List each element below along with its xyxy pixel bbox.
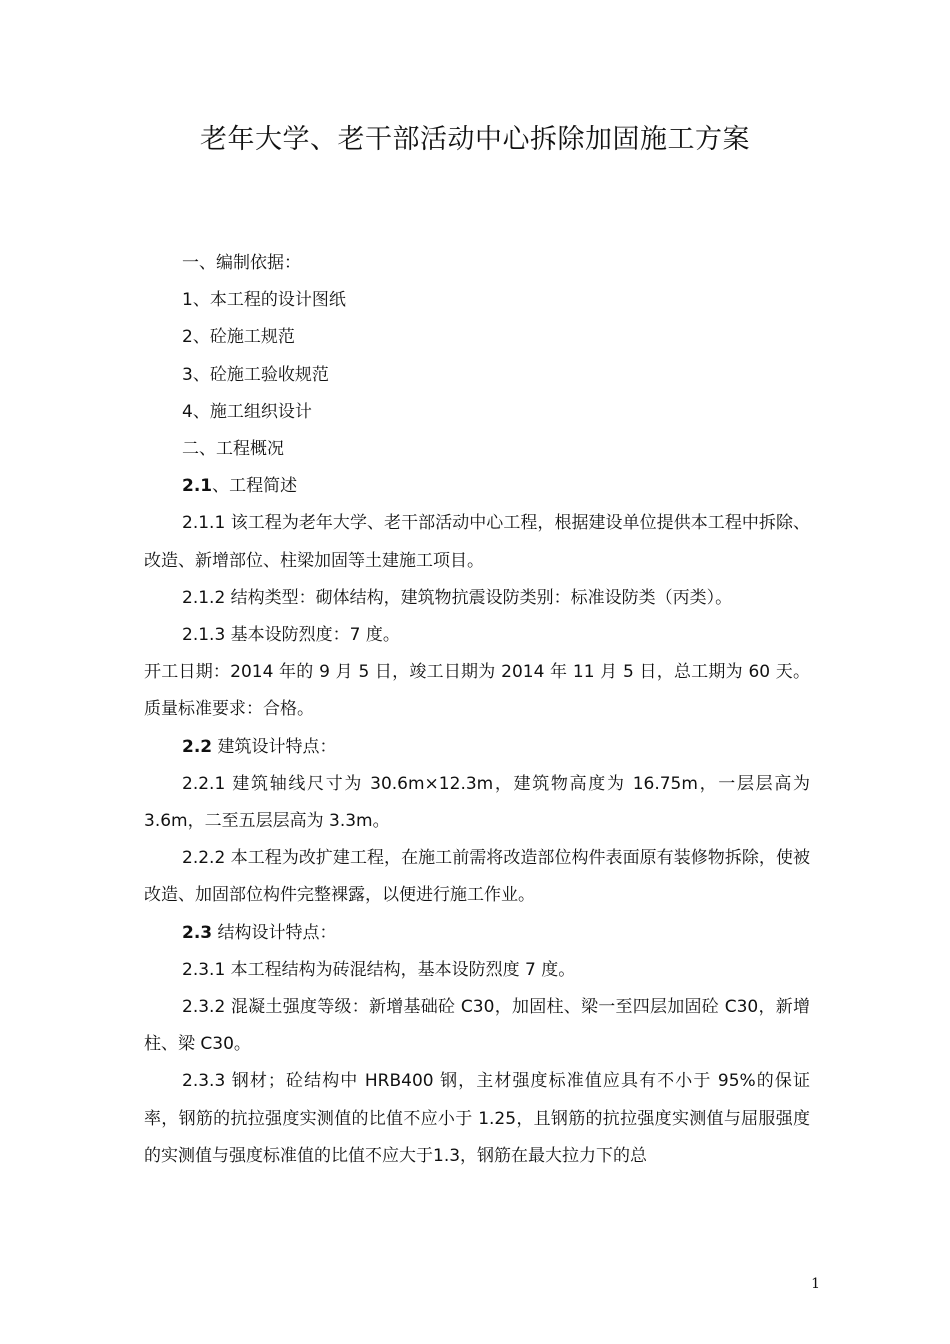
subsection-label: 、工程简述 xyxy=(212,476,298,497)
subsection-label: 建筑设计特点： xyxy=(212,736,337,757)
section-heading-basis: 一、编制依据： xyxy=(182,253,301,273)
paragraph: 2.1.3 基本设防烈度：7 度。 xyxy=(182,625,400,646)
paragraph: 2.2.1 建筑轴线尺寸为 30.6m×12.3m，建筑物高度为 16.75m，一层层高为 3.6m，二至五层层高为 3.3m。 xyxy=(144,773,810,832)
subsection-number: 2.1 xyxy=(182,476,213,497)
subsection-heading-2-2 xyxy=(144,729,810,766)
section-heading-overview: 二、工程概况 xyxy=(182,439,284,460)
list-item: 3、砼施工验收规范 xyxy=(182,364,329,385)
list-item: 2、砼施工规范 xyxy=(182,327,295,348)
list-item: 1、本工程的设计图纸 xyxy=(182,290,346,311)
paragraph: 2.3.1 本工程结构为砖混结构，基本设防烈度 7 度。 xyxy=(182,959,576,980)
paragraph: 2.3.2 混凝土强度等级：新增基础砼 C30，加固柱、梁一至四层加固砼 C30，新增柱、梁 C30。 xyxy=(144,997,810,1055)
subsection-heading-2-1 xyxy=(144,468,810,505)
subsection-number: 2.2 xyxy=(182,736,213,757)
list-item: 4、施工组织设计 xyxy=(182,401,312,422)
page-number: 1 xyxy=(811,1276,820,1292)
subsection-label: 结构设计特点： xyxy=(212,922,337,943)
document-body xyxy=(144,245,810,1175)
paragraph-schedule: 开工日期：2014 年的 9 月 5 日，竣工日期为 2014 年 11 月 5 日，总工期为 60 天。质量标准要求：合格。 xyxy=(144,662,810,720)
paragraph: 2.1.1 该工程为老年大学、老干部活动中心工程，根据建设单位提供本工程中拆除、改造、新增部位、柱梁加固等土建施工项目。 xyxy=(144,513,810,571)
paragraph: 2.1.2 结构类型：砌体结构，建筑物抗震设防类别：标准设防类（丙类）。 xyxy=(182,587,733,608)
paragraph: 2.2.2 本工程为改扩建工程，在施工前需将改造部位构件表面原有装修物拆除，使被改造、加固部位构件完整裸露，以便进行施工作业。 xyxy=(144,848,810,906)
subsection-number: 2.3 xyxy=(182,922,213,943)
document-title: 老年大学、老干部活动中心拆除加固施工方案 xyxy=(200,124,750,155)
paragraph: 2.3.3 钢材；砼结构中 HRB400 钢，主材强度标准值应具有不小于 95%的保证率，钢筋的抗拉强度实测值的比值不应小于 1.25，且钢筋的抗拉强度实测值与屈服强度的实测值与强度标准值的比值不应大于1.3，钢筋在最大拉力下的总 xyxy=(144,1071,810,1166)
subsection-heading-2-3 xyxy=(144,915,810,952)
